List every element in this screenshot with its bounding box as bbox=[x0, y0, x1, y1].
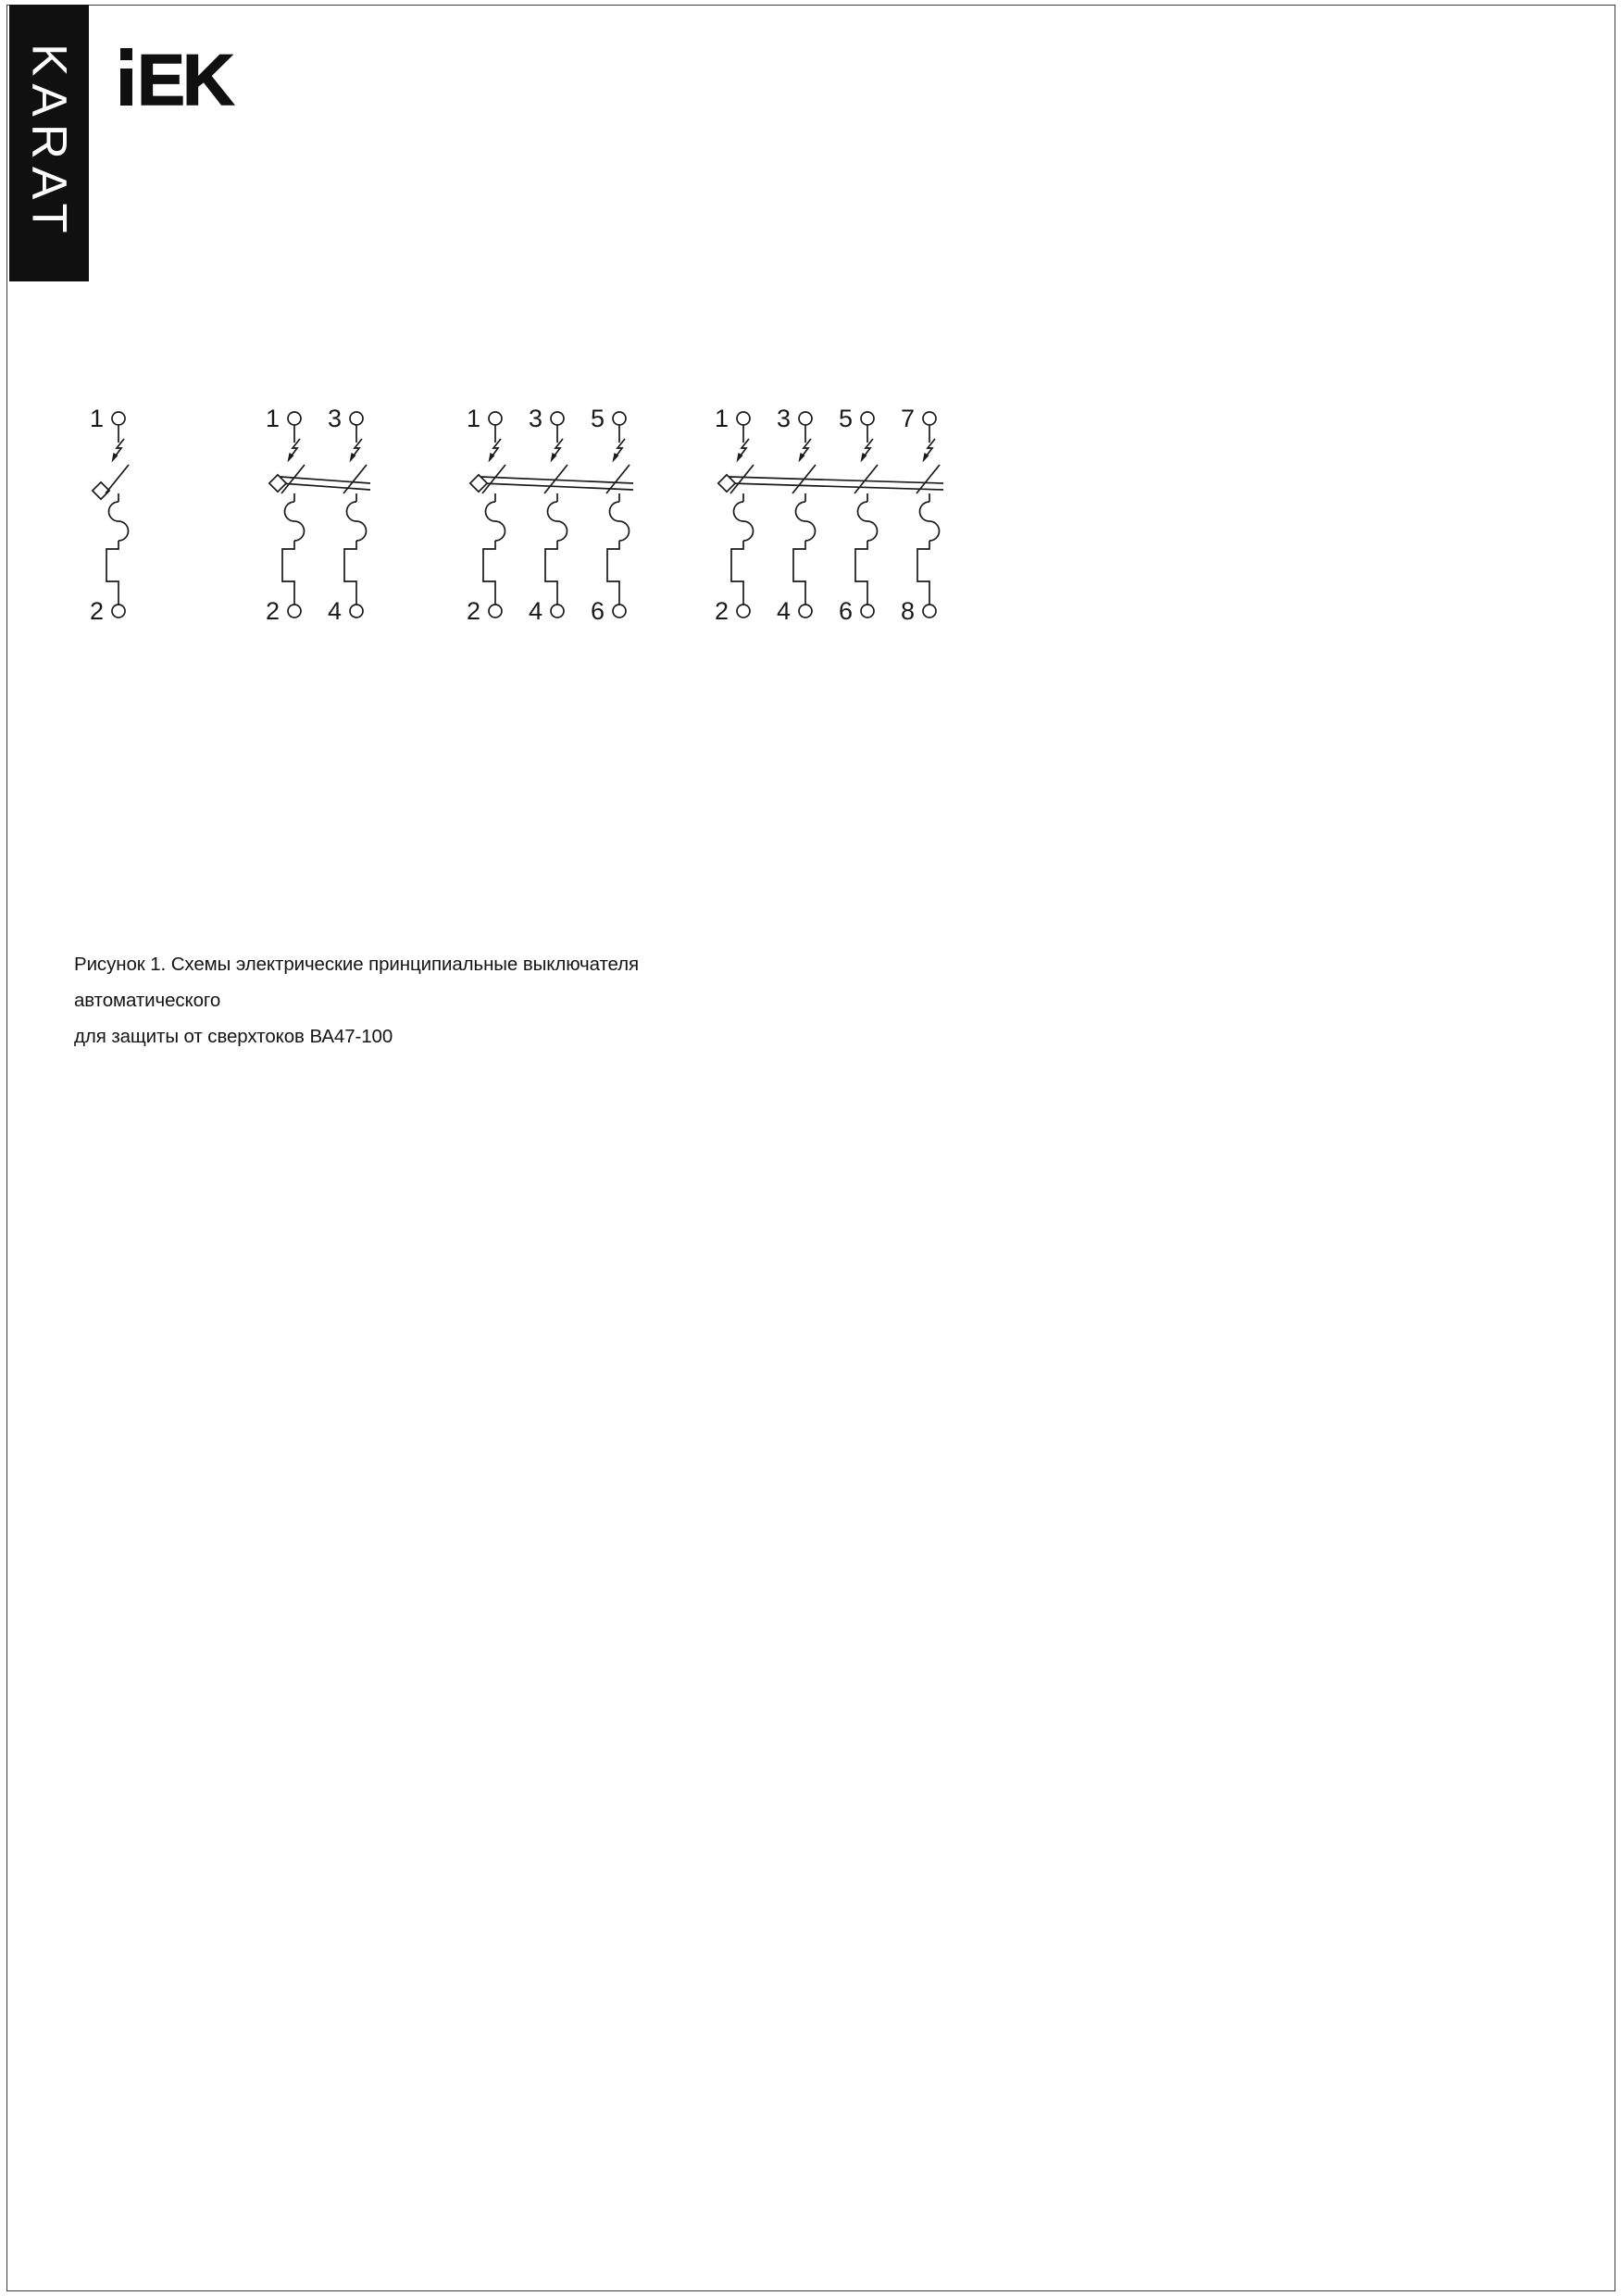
magnetic-release-icon bbox=[607, 541, 619, 605]
figure-caption-line-2: для защиты от сверхтоков ВА47-100 bbox=[74, 1026, 393, 1047]
top-terminal bbox=[288, 412, 301, 425]
top-terminal bbox=[613, 412, 626, 425]
thermal-release-icon bbox=[734, 502, 754, 541]
bottom-terminal bbox=[350, 605, 363, 618]
top-terminal bbox=[737, 412, 750, 425]
thermal-release-icon bbox=[486, 502, 505, 541]
bottom-terminal-number: 2 bbox=[714, 597, 729, 625]
breaker-pole bbox=[839, 406, 878, 625]
bottom-terminal-number: 4 bbox=[776, 597, 791, 625]
top-terminal bbox=[861, 412, 874, 425]
contact-blade bbox=[482, 465, 505, 493]
linkage-bar-line bbox=[729, 483, 943, 490]
bottom-terminal bbox=[551, 605, 564, 618]
release-arrow-icon bbox=[354, 439, 362, 455]
top-terminal-number: 7 bbox=[900, 406, 915, 432]
top-terminal bbox=[489, 412, 502, 425]
release-arrow-icon bbox=[927, 439, 935, 455]
bottom-terminal bbox=[799, 605, 812, 618]
thermal-release-icon bbox=[285, 502, 305, 541]
bottom-terminal bbox=[288, 605, 301, 618]
thermal-release-icon bbox=[347, 502, 367, 541]
breaker-4-pole-schematic bbox=[701, 406, 957, 632]
thermal-release-icon bbox=[109, 502, 129, 541]
breaker-4-pole-svg bbox=[701, 406, 957, 628]
bottom-terminal-number: 4 bbox=[327, 597, 342, 625]
top-terminal-number: 1 bbox=[265, 406, 280, 432]
magnetic-release-icon bbox=[917, 541, 929, 605]
bottom-terminal-number: 6 bbox=[838, 597, 853, 625]
thermal-release-icon bbox=[548, 502, 567, 541]
breaker-pole bbox=[529, 406, 567, 625]
magnetic-release-icon bbox=[731, 541, 743, 605]
breaker-1-pole-schematic bbox=[76, 406, 146, 632]
karat-banner-label: KARAT bbox=[21, 44, 77, 241]
top-terminal-number: 3 bbox=[776, 406, 791, 432]
magnetic-release-icon bbox=[106, 541, 118, 605]
top-terminal-number: 1 bbox=[466, 406, 480, 432]
breaker-pole bbox=[777, 406, 816, 625]
bottom-terminal bbox=[613, 605, 626, 618]
breaker-pole bbox=[467, 406, 505, 625]
top-terminal-number: 5 bbox=[590, 406, 605, 432]
top-terminal bbox=[112, 412, 125, 425]
top-terminal-number: 5 bbox=[838, 406, 853, 432]
magnetic-release-icon bbox=[545, 541, 557, 605]
release-arrow-icon bbox=[292, 439, 300, 455]
linkage-bar-line bbox=[281, 483, 370, 490]
breaker-pole bbox=[90, 406, 129, 625]
thermal-release-icon bbox=[920, 502, 940, 541]
breaker-pole bbox=[328, 406, 367, 625]
contact-blade bbox=[106, 465, 129, 493]
top-terminal-number: 3 bbox=[528, 406, 542, 432]
release-arrow-icon bbox=[493, 439, 501, 455]
bottom-terminal-number: 2 bbox=[89, 597, 104, 625]
breaker-3-pole-svg bbox=[453, 406, 647, 628]
magnetic-release-icon bbox=[344, 541, 356, 605]
top-terminal-number: 3 bbox=[327, 406, 342, 432]
breaker-pole bbox=[591, 406, 630, 625]
top-terminal-number: 1 bbox=[714, 406, 729, 432]
release-arrow-icon bbox=[865, 439, 873, 455]
thermal-release-icon bbox=[610, 502, 630, 541]
bottom-terminal bbox=[489, 605, 502, 618]
bottom-terminal-number: 2 bbox=[265, 597, 280, 625]
bottom-terminal bbox=[737, 605, 750, 618]
magnetic-release-icon bbox=[483, 541, 495, 605]
magnetic-release-icon bbox=[793, 541, 805, 605]
top-terminal bbox=[799, 412, 812, 425]
contact-blade bbox=[854, 465, 878, 493]
bottom-terminal bbox=[861, 605, 874, 618]
bottom-terminal-number: 2 bbox=[466, 597, 480, 625]
top-terminal bbox=[923, 412, 936, 425]
bottom-terminal-number: 8 bbox=[900, 597, 915, 625]
bottom-terminal-number: 4 bbox=[528, 597, 542, 625]
breaker-1-pole-svg bbox=[76, 406, 146, 628]
thermal-release-icon bbox=[858, 502, 878, 541]
magnetic-release-icon bbox=[282, 541, 294, 605]
magnetic-release-icon bbox=[855, 541, 867, 605]
release-arrow-icon bbox=[116, 439, 124, 455]
figure-caption bbox=[74, 946, 764, 1054]
contact-blade bbox=[281, 465, 305, 493]
figure-caption-line-1: Рисунок 1. Схемы электрические принципиальные выключателя автоматического bbox=[74, 954, 640, 1011]
logo-letters: EK bbox=[137, 48, 232, 106]
top-terminal-number: 1 bbox=[89, 406, 104, 432]
top-terminal bbox=[551, 412, 564, 425]
release-arrow-icon bbox=[803, 439, 811, 455]
release-arrow-icon bbox=[741, 439, 749, 455]
bottom-terminal bbox=[923, 605, 936, 618]
release-arrow-icon bbox=[617, 439, 625, 455]
breaker-3-pole-schematic bbox=[453, 406, 647, 632]
top-terminal bbox=[350, 412, 363, 425]
linkage-bar-line bbox=[729, 477, 943, 483]
breaker-pole bbox=[266, 406, 305, 625]
breaker-pole bbox=[715, 406, 754, 625]
breaker-2-pole-svg bbox=[252, 406, 384, 628]
breaker-pole bbox=[901, 406, 940, 625]
breaker-2-pole-schematic bbox=[252, 406, 384, 632]
release-arrow-icon bbox=[555, 439, 563, 455]
bottom-terminal bbox=[112, 605, 125, 618]
contact-blade bbox=[730, 465, 754, 493]
bottom-terminal-number: 6 bbox=[590, 597, 605, 625]
thermal-release-icon bbox=[796, 502, 816, 541]
